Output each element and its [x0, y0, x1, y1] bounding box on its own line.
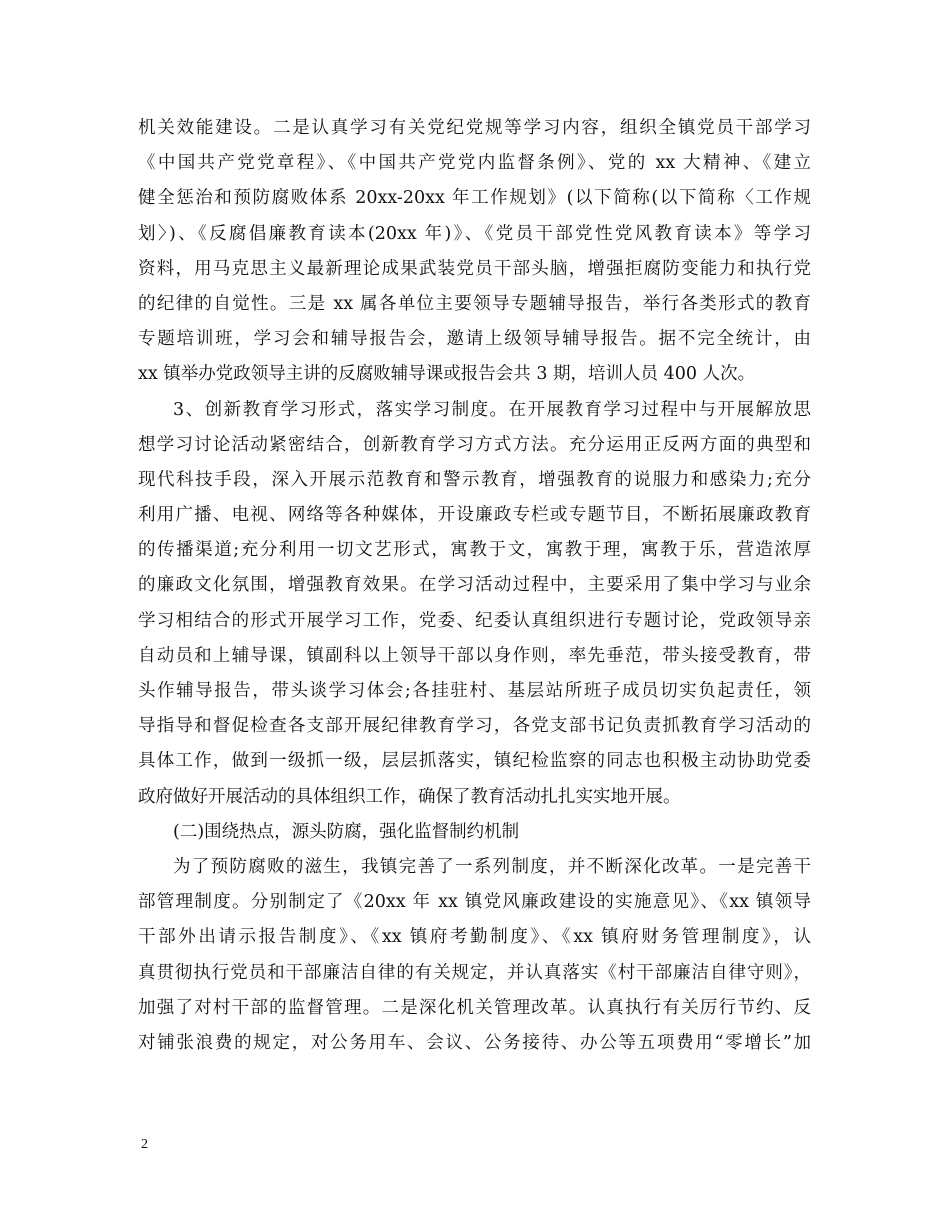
section-heading: (二)围绕热点，源头防腐，强化监督制约机制	[173, 821, 520, 842]
text-line: 现代科技手段，深入开展示范教育和警示教育，增强教育的说服力和感染力;充分	[138, 469, 811, 490]
text-line: 真贯彻执行党员和干部廉洁自律的有关规定，并认真落实《村干部廉洁自律守则》，	[138, 962, 811, 983]
text-line: 学习相结合的形式开展学习工作，党委、纪委认真组织进行专题讨论，党政领导亲	[138, 610, 811, 631]
text-line: 干部外出请示报告制度》、《xx 镇府考勤制度》、《xx 镇府财务管理制度》，认	[138, 927, 811, 948]
text-line: 头作辅导报告，带头谈学习体会;各挂驻村、基层站所班子成员切实负起责任，领	[138, 681, 811, 701]
text-line: 政府做好开展活动的具体组织工作，确保了教育活动扎扎实实地开展。	[138, 786, 681, 807]
text-line: 部管理制度。分别制定了《20xx 年 xx 镇党风廉政建设的实施意见》、《xx 镇领导	[138, 892, 811, 913]
text-line: 具体工作，做到一级抓一级，层层抓落实，镇纪检监察的同志也积极主动协助党委	[138, 751, 811, 772]
body-text	[138, 111, 811, 1061]
text-line: 自动员和上辅导课，镇副科以上领导干部以身作则，率先垂范，带头接受教育，带	[138, 645, 811, 666]
page-number: 2	[141, 1137, 148, 1152]
text-line: 机关效能建设。二是认真学习有关党纪党规等学习内容，组织全镇党员干部学习	[138, 118, 811, 138]
text-line: 专题培训班，学习会和辅导报告会，邀请上级领导辅导报告。据不完全统计，由	[138, 329, 811, 350]
text-line: 加强了对村干部的监督管理。二是深化机关管理改革。认真执行有关厉行节约、反	[138, 997, 811, 1018]
text-line: 利用广播、电视、网络等各种媒体，开设廉政专栏或专题节目，不断拓展廉政教育	[138, 505, 811, 526]
text-line: 的传播渠道;充分利用一切文艺形式，寓教于文，寓教于理，寓教于乐，营造浓厚	[138, 540, 811, 561]
text-line: 的纪律的自觉性。三是 xx 属各单位主要领导专题辅导报告，举行各类形式的教育	[138, 293, 811, 314]
paragraph-start-line: 为了预防腐败的滋生，我镇完善了一系列制度，并不断深化改革。一是完善干	[173, 856, 811, 877]
text-line: 划〉)、《反腐倡廉教育读本(20xx 年)》、《党员干部党性党风教育读本》等学习	[138, 223, 811, 244]
text-line: 的廉政文化氛围，增强教育效果。在学习活动过程中，主要采用了集中学习与业余	[138, 575, 811, 596]
text-line: 对铺张浪费的规定，对公务用车、会议、公务接待、办公等五项费用“零增长”加	[138, 1032, 811, 1053]
text-line: xx 镇举办党政领导主讲的反腐败辅导课或报告会共 3 期，培训人员 400 人次。	[138, 364, 756, 385]
text-line: 健全惩治和预防腐败体系 20xx-20xx 年工作规划》(以下简称(以下简称〈工作规	[138, 188, 811, 209]
text-line: 资料，用马克思主义最新理论成果武装党员干部头脑，增强拒腐防变能力和执行党	[138, 258, 811, 279]
paragraph-start-line: 3、创新教育学习形式，落实学习制度。在开展教育学习过程中与开展解放思	[173, 399, 811, 420]
text-line: 《中国共产党党章程》、《中国共产党党内监督条例》、党的 xx 大精神、《建立	[138, 153, 811, 174]
text-line: 导指导和督促检查各支部开展纪律教育学习，各党支部书记负责抓教育学习活动的	[138, 716, 811, 737]
text-line: 想学习讨论活动紧密结合，创新教育学习方式方法。充分运用正反两方面的典型和	[138, 434, 811, 455]
